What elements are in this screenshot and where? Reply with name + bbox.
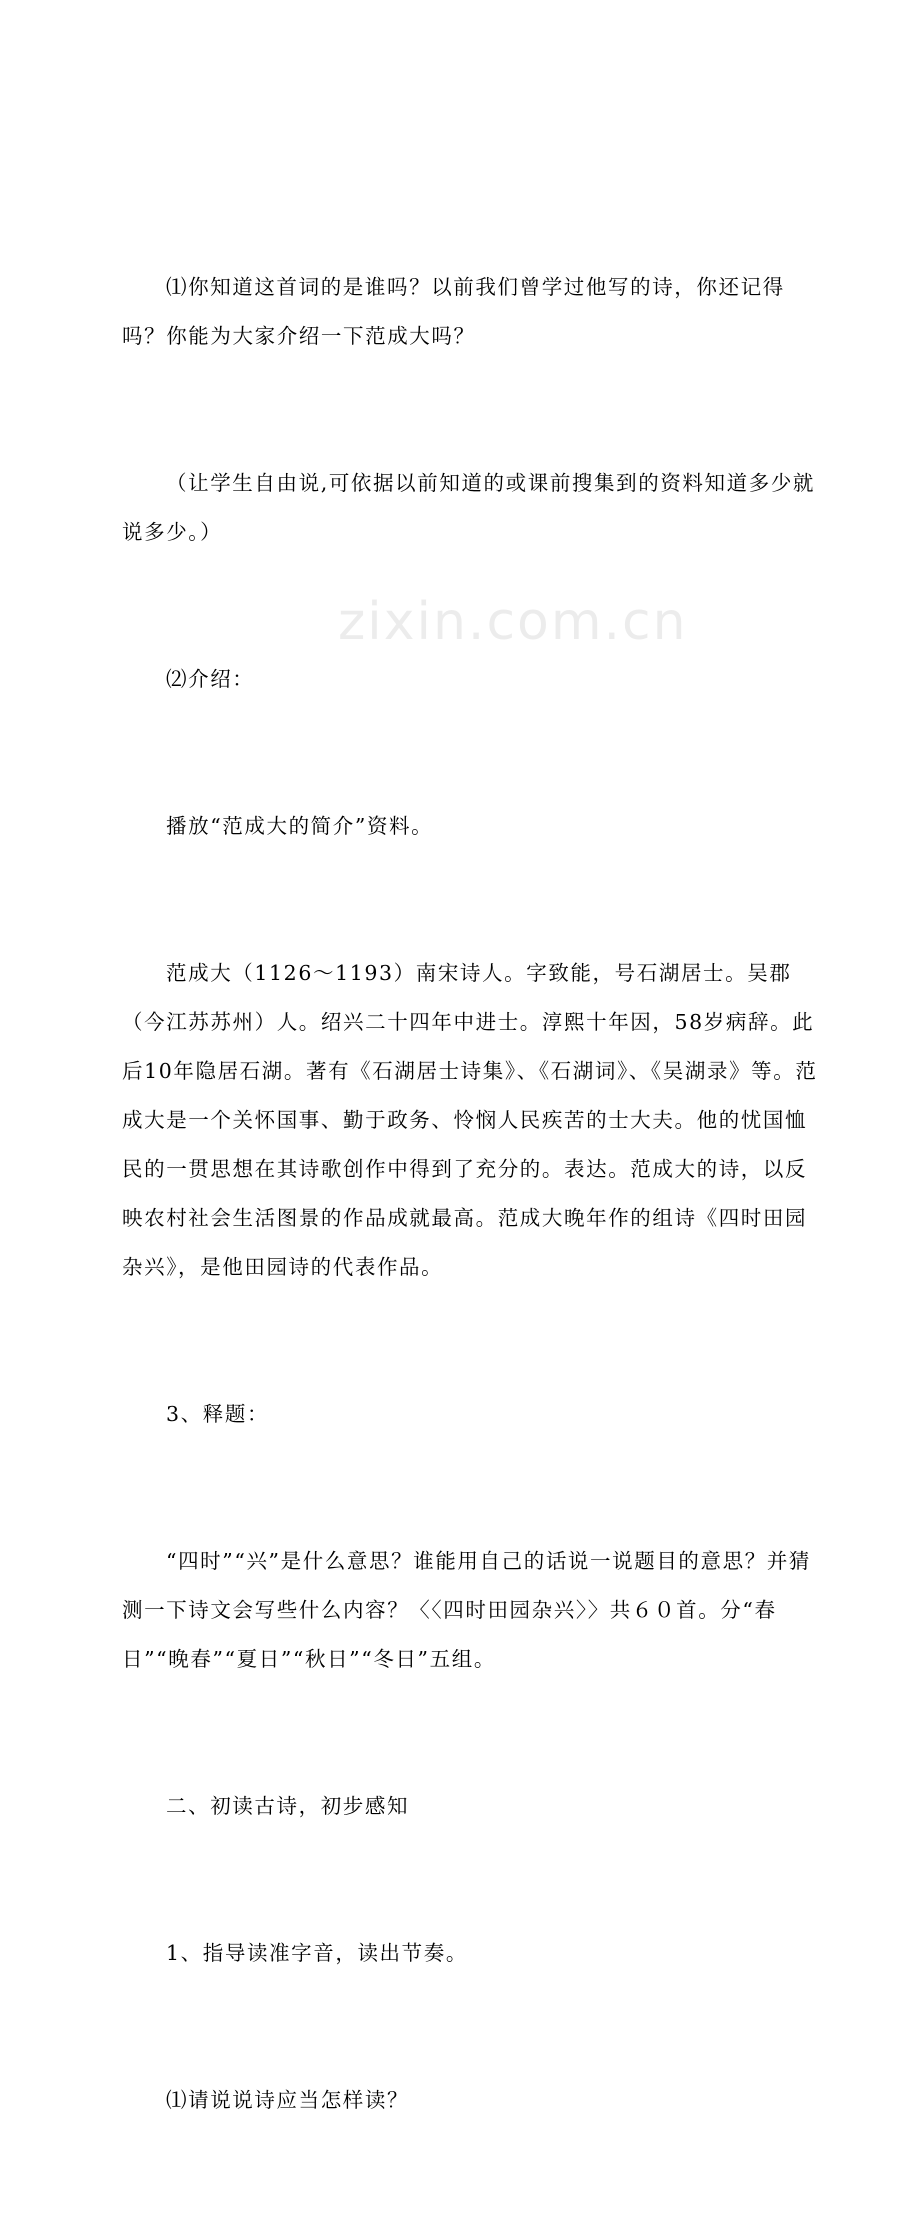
paragraph-question-reading: ⑴请说说诗应当怎样读？ xyxy=(166,2088,410,2112)
paragraph-section-two-heading: 二、初读古诗，初步感知 xyxy=(166,1794,410,1818)
paragraph-title-explain-heading: 3、释题： xyxy=(166,1402,270,1426)
paragraph-student-note: （让学生自由说,可依据以前知道的或课前搜集到的资料知道多少就说多少。） xyxy=(122,471,816,544)
document-body xyxy=(122,165,822,2223)
paragraph-play-material: 播放“范成大的简介”资料。 xyxy=(166,814,434,838)
watermark: zixin.com.cn xyxy=(338,592,688,652)
paragraph-biography: 范成大（1126～1193）南宋诗人。字致能，号石湖居士。吴郡（今江苏苏州）人。绍兴二十四年中进士。淳熙十年因，58岁病辞。此后10年隐居石湖。著有《石湖居士诗集》、《石湖词》、《吴湖录》等。范成大是一个关怀国事、勤于政务、怜悯人民疾苦的士大夫。他的忧国恤民的一贯思想在其诗歌创作中得到了充分的。表达。范成大的诗，以反映农村社会生活图景的作品成就最高。范成大晚年作的组诗《四时田园杂兴》，是他田园诗的代表作品。 xyxy=(122,961,818,1279)
paragraph-reading-guide: 1、指导读准字音，读出节奏。 xyxy=(166,1941,468,1965)
paragraph-intro-heading: ⑵介绍： xyxy=(166,667,255,691)
paragraph-question-1: ⑴你知道这首词的是谁吗？以前我们曾学过他写的诗，你还记得吗？你能为大家介绍一下范成大吗？ xyxy=(122,275,785,348)
paragraph-title-explain: “四时”“兴”是什么意思？谁能用自己的话说一说题目的意思？并猜测一下诗文会写些什么内容？〈〈四时田园杂兴〉〉共６０首。分“春日”“晚春”“夏日”“秋日”“冬日”五组。 xyxy=(122,1549,812,1671)
